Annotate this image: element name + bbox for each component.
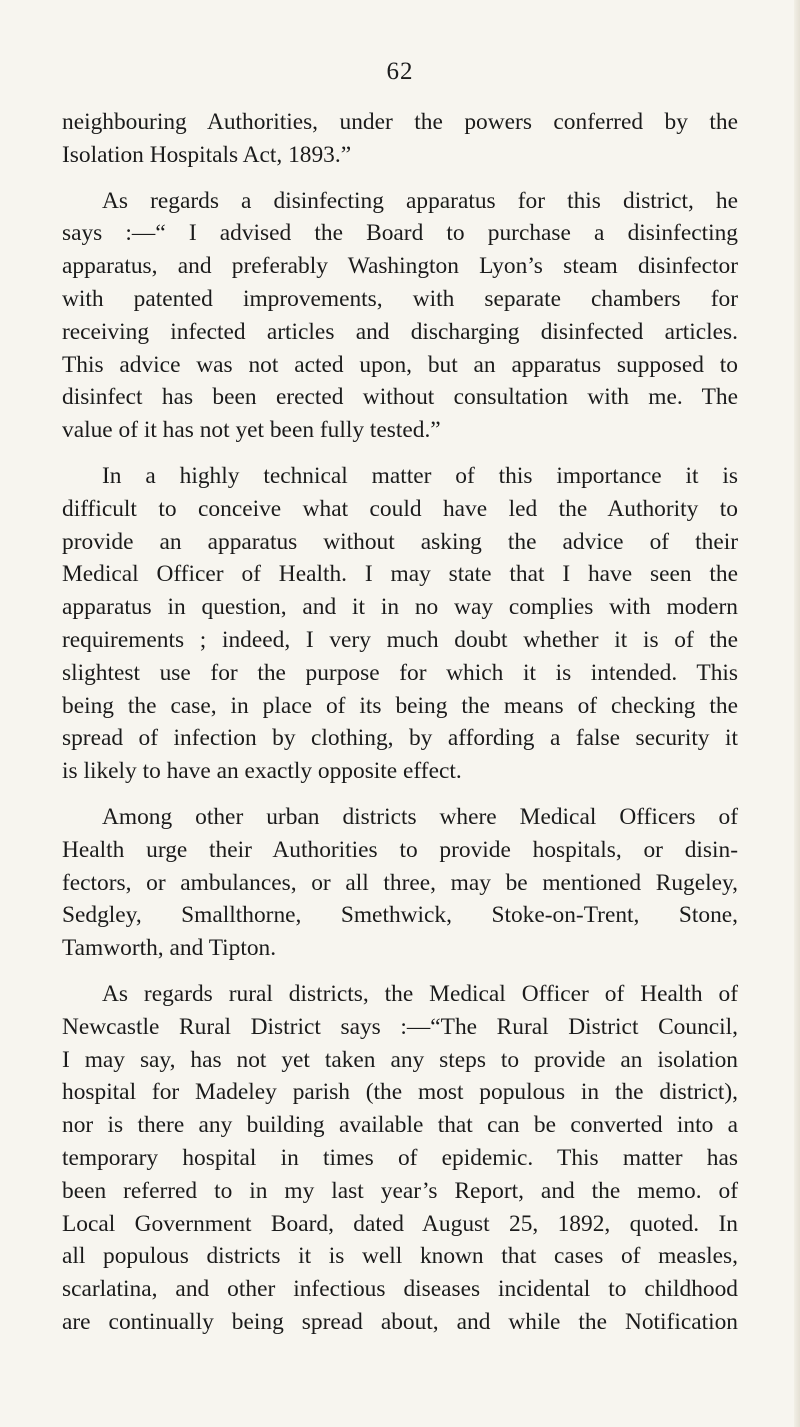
text-line: scarlatina, and other infectious diseases incidental to childhood [62,1276,738,1303]
text-line: are continually being spread about, and while the Notification [62,1308,738,1335]
text-line: says :—“ I advised the Board to purchase a disinfecting [62,220,738,247]
text-line: neighbouring Authorities, under the powers conferred by the [62,109,738,135]
page-edge-shadow [794,0,800,1427]
text-line: fectors, or ambulances, or all three, may be mentioned Rugeley, [62,869,738,896]
text-line: Tamworth, and Tipton. [62,935,277,962]
text-line: provide an apparatus without asking the advice of their [62,528,738,555]
paragraph-continuation [62,106,738,172]
text-line: I may say, has not yet taken any steps to provide an isolation [62,1046,738,1073]
page-number: 62 [386,58,414,85]
text-line: Sedgley, Smallthorne, Smethwick, Stoke-on-Trent, Stone, [62,902,738,929]
text-line: apparatus, and preferably Washington Lyon’s steam disinfector [62,253,738,280]
text-line: value of it has not yet been fully tested.” [62,417,441,444]
text-line: As regards rural districts, the Medical Officer of Health of [102,980,738,1007]
text-line: As regards a disinfecting apparatus for this district, he [102,187,738,214]
text-line: apparatus in question, and it in no way complies with modern [62,594,738,621]
text-line: being the case, in place of its being the means of checking the [62,692,738,719]
text-line: with patented improvements, with separate chambers for [62,285,738,312]
text-line: spread of infection by clothing, by affording a false security it [62,725,738,752]
text-line: In a highly technical matter of this importance it is [102,462,738,489]
body-text [62,106,738,1352]
text-line: nor is there any building available that can be converted into a [62,1112,738,1139]
paragraph-urban-districts [62,801,738,965]
text-line: Isolation Hospitals Act, 1893.” [62,141,352,168]
text-line: This advice was not acted upon, but an apparatus supposed to [62,351,738,378]
text-line: temporary hospital in times of epidemic. This matter has [62,1144,738,1171]
text-line: Medical Officer of Health. I may state that I have seen the [62,561,738,588]
text-line: difficult to conceive what could have led the Authority to [62,495,738,522]
text-line: is likely to have an exactly opposite effect. [62,758,462,785]
text-line: receiving infected articles and discharging disinfected articles. [62,318,738,345]
text-line: requirements ; indeed, I very much doubt whether it is of the [62,626,738,653]
paragraph-disinfecting-apparatus [62,185,738,447]
text-line: been referred to in my last year’s Report, and the memo. of [62,1177,738,1204]
text-line: Health urge their Authorities to provide hospitals, or disin- [62,836,738,863]
text-line: all populous districts it is well known that cases of measles, [62,1243,738,1270]
text-line: disinfect has been erected without consultation with me. The [62,384,738,411]
text-line: hospital for Madeley parish (the most populous in the district), [62,1079,738,1106]
text-line: Newcastle Rural District says :—“The Rural District Council, [62,1013,738,1040]
paragraph-rural-districts [62,978,738,1339]
paragraph-technical-matter [62,460,738,788]
text-line: slightest use for the purpose for which it is intended. This [62,659,738,686]
text-line: Among other urban districts where Medical Officers of [102,803,738,830]
text-line: Local Government Board, dated August 25, 1892, quoted. In [62,1210,738,1237]
